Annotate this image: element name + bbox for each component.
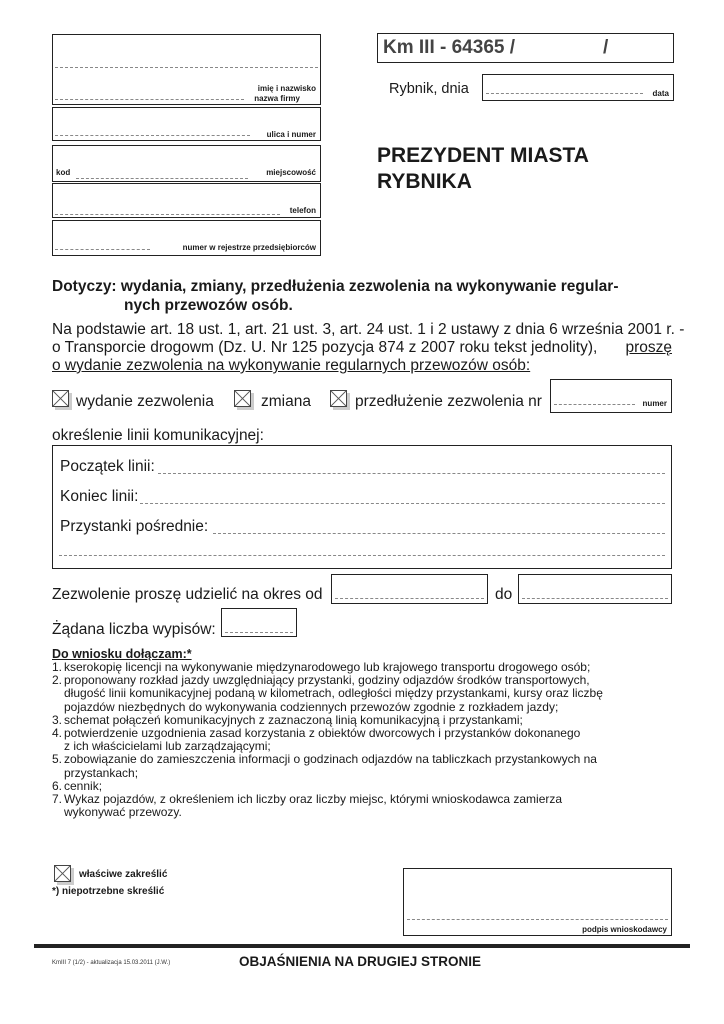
attachment-line: potwierdzenie uzgodnienia zasad korzystania z obiektów dworcowych i przystanków dokonanego: [64, 726, 581, 741]
attachment-line: długość linii komunikacyjnej podaną w kilometrach, odległości między przystankami, kursy oraz liczbę: [64, 686, 603, 701]
copies-label: Żądana liczba wypisów:: [52, 621, 216, 638]
line-stops-field-2[interactable]: [59, 555, 665, 556]
postal-code-label: kod: [56, 168, 71, 177]
copies-field[interactable]: [221, 608, 297, 637]
period-from-field[interactable]: [331, 574, 488, 604]
date-field[interactable]: [482, 74, 674, 101]
basis-line2-text: o Transporcie drogowm (Dz. U. Nr 125 pozycja 874 z 2007 roku tekst jednolity),: [52, 339, 598, 356]
line-end-field[interactable]: [140, 503, 665, 504]
date-label: data: [652, 89, 669, 98]
attachment-line: zobowiązanie do zamieszczenia informacji o godzinach odjazdów na tabliczkach przystankowych na: [64, 752, 597, 767]
city-label: miejscowość: [266, 168, 316, 177]
line-stops-label: Przystanki pośrednie:: [60, 518, 209, 535]
period-to-field[interactable]: [518, 574, 672, 604]
attachment-number: 1.: [52, 660, 63, 674]
period-to-label: do: [495, 586, 513, 603]
attachment-number: 2.: [52, 673, 63, 688]
line-start-field[interactable]: [158, 473, 665, 474]
case-number-box: [377, 33, 674, 63]
phone-label: telefon: [289, 206, 316, 215]
applicant-phone-box[interactable]: [52, 183, 321, 218]
attachment-line: Wykaz pojazdów, z określeniem ich liczby oraz liczby miejsc, którymi wnioskodawca zamierza: [64, 792, 563, 807]
legend-mark-icon: [54, 865, 71, 882]
signature-box[interactable]: [403, 868, 672, 936]
signature-label: podpis wnioskodawcy: [582, 925, 667, 934]
attachment-line: kserokopię licencji na wykonywanie międzynarodowego lub krajowego transportu drogowego osób;: [64, 660, 591, 674]
company-label: nazwa firmy: [254, 94, 300, 103]
subject-line1: Dotyczy: wydania, zmiany, przedłużenia zezwolenia na wykonywanie regular-: [52, 278, 619, 295]
attachment-line: proponowany rozkład jazdy uwzględniający przystanki, godziny odjazdów środków transportowych,: [64, 673, 590, 688]
attachment-number: 3.: [52, 712, 63, 727]
extend-label: przedłużenie zezwolenia nr: [355, 393, 542, 410]
attachment-line: z ich właścicielami lub zarządzającymi;: [64, 739, 271, 754]
attachment-item: [52, 674, 677, 714]
line-definition-title: określenie linii komunikacyjnej:: [52, 427, 264, 444]
case-number-prefix: Km III - 64365 /: [383, 37, 516, 58]
permit-number-label: numer: [642, 399, 667, 408]
attachments-title: Do wniosku dołączam:*: [52, 647, 192, 661]
place-label: Rybnik, dnia: [389, 81, 469, 97]
attachment-item: [52, 793, 677, 819]
change-checkbox[interactable]: [234, 390, 251, 407]
applicant-registry-box[interactable]: [52, 220, 321, 256]
legend-mark-label: właściwe zakreślić: [79, 869, 168, 880]
attachment-number: 4.: [52, 726, 63, 741]
line-end-label: Koniec linii:: [60, 488, 139, 505]
attachment-number: 5.: [52, 752, 63, 767]
street-label: ulica i numer: [266, 130, 316, 139]
basis-line3: o wydanie zezwolenia na wykonywanie regularnych przewozów osób:: [52, 357, 531, 374]
footer-rule: [34, 944, 690, 948]
attachment-item: [52, 727, 677, 753]
issue-label: wydanie zezwolenia: [76, 393, 214, 410]
case-number-suffix: /: [603, 37, 609, 58]
basis-line1: Na podstawie art. 18 ust. 1, art. 21 ust. 3, art. 24 ust. 1 i 2 ustawy z dnia 6 września 2001 r. -: [52, 321, 685, 338]
addressee-line2: RYBNIKA: [377, 170, 472, 193]
extend-checkbox[interactable]: [330, 390, 347, 407]
permit-number-field[interactable]: [550, 379, 672, 413]
line-definition-box: [52, 445, 672, 569]
name-label: imię i nazwisko: [257, 84, 316, 93]
issue-checkbox[interactable]: [52, 390, 69, 407]
attachment-item: [52, 753, 677, 779]
footer-form-id: KmIII 7 (1/2) - aktualizacja 15.03.2011 (J.W.): [52, 960, 171, 966]
applicant-name-box[interactable]: [52, 34, 321, 105]
change-label: zmiana: [261, 393, 311, 410]
basis-request: proszę: [625, 339, 672, 356]
subject-line2: nych przewozów osób.: [124, 297, 293, 314]
addressee-line1: PREZYDENT MIASTA: [377, 144, 589, 167]
applicant-street-box[interactable]: [52, 107, 321, 141]
attachment-number: 7.: [52, 792, 63, 807]
line-start-label: Początek linii:: [60, 458, 155, 475]
attachment-number: 6.: [52, 778, 63, 793]
attachment-line: pojazdów niezbędnych do wykonywania codziennych przewozów zgodnie z rozkładem jazdy;: [64, 699, 559, 714]
attachment-line: schemat połączeń komunikacyjnych z zaznaczoną linią komunikacyjną i przystankami;: [64, 712, 523, 727]
period-label: Zezwolenie proszę udzielić na okres od: [52, 586, 323, 603]
attachments-list: [52, 661, 677, 819]
legend-note: *) niepotrzebne skreślić: [52, 886, 165, 897]
attachment-line: wykonywać przewozy.: [64, 805, 182, 820]
footer-notice: OBJAŚNIENIA NA DRUGIEJ STRONIE: [239, 954, 482, 969]
attachment-line: przystankach;: [64, 765, 139, 780]
basis-line2: [52, 339, 672, 357]
registry-label: numer w rejestrze przedsiębiorców: [182, 243, 316, 252]
line-stops-field[interactable]: [213, 533, 665, 534]
applicant-city-box[interactable]: [52, 145, 321, 182]
attachment-line: cennik;: [64, 778, 103, 793]
